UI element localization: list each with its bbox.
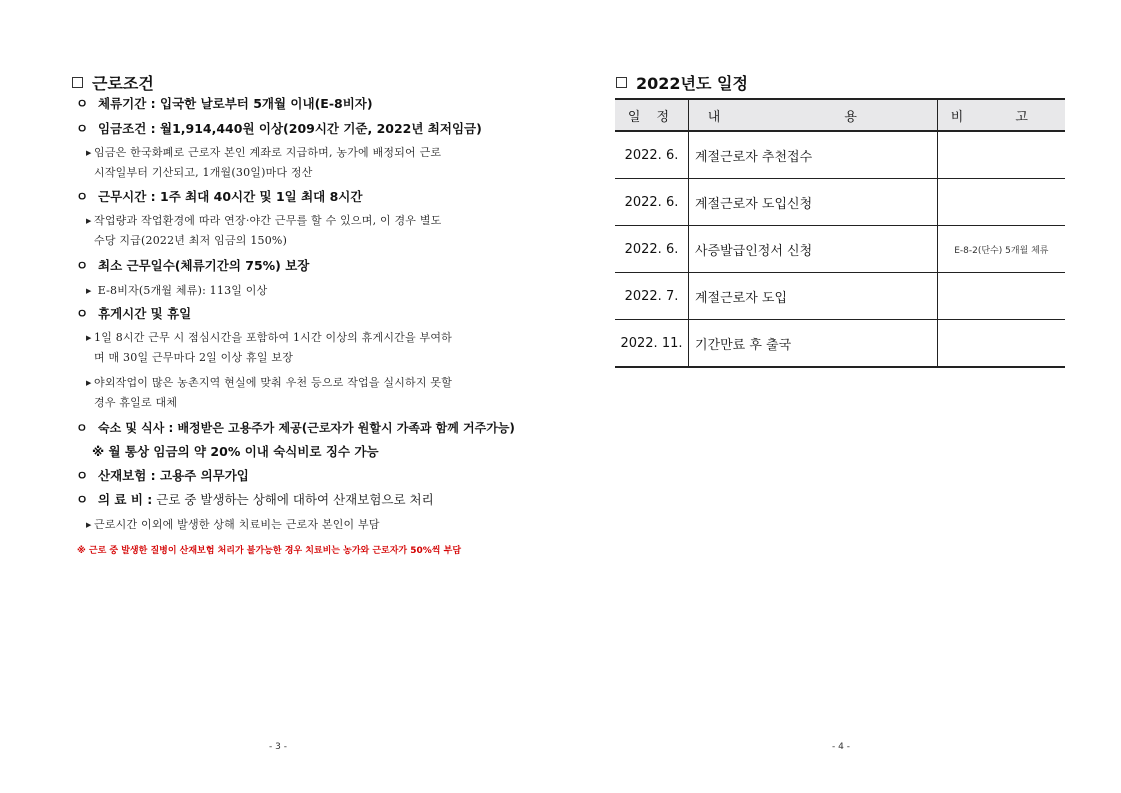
sub-medical: ▶ 근로시간 이외에 발생한 상해 치료비는 근로자 본인이 부담 [86,518,380,531]
sub-rest-1: ▶ 1일 8시간 근무 시 점심시간을 포함하여 1시간 이상의 휴게시간을 부여하 [86,331,452,344]
table-row [615,179,1065,226]
cell-note [937,131,1065,179]
sub-rest-4: 경우 휴일로 대체 [94,396,178,409]
circle-bullet-icon: ㅇ [76,468,89,483]
header-remarks: 비 고 [937,99,1065,131]
table-row [615,131,1065,179]
cell-date: 2022. 7. [615,273,688,320]
circle-bullet-icon: ㅇ [76,421,88,435]
item-min-workdays: ㅇ 최소 근무일수(체류기간의 75%) 보장 [76,258,310,273]
section-title-text: 2022년도 일정 [636,74,748,93]
cell-note: E-8-2(단수) 5개월 체류 [937,226,1065,273]
table-row [615,273,1065,320]
table-header-row [615,99,1065,131]
triangle-bullet-icon: ▶ [86,217,92,225]
checkbox-square-icon [72,77,83,88]
cell-content: 계절근로자 도입신청 [688,179,937,226]
item-medical-cost: ㅇ 의 료 비 : 근로 중 발생하는 상해에 대하여 산재보험으로 처리 [76,492,434,507]
circle-bullet-icon: ㅇ [76,492,89,507]
page-number-left: - 3 - [269,742,287,752]
sub-min-workdays: ▶ E-8비자(5개월 체류): 113일 이상 [86,284,268,297]
table-row [615,320,1065,368]
cell-content: 기간만료 후 출국 [688,320,937,368]
sub-wage-2: 시작일부터 기산되고, 1개월(30일)마다 정산 [94,166,313,179]
cell-date: 2022. 6. [615,131,688,179]
checkbox-square-icon [616,77,627,88]
item-wage: ㅇ 임금조건 : 월1,914,440원 이상(209시간 기준, 2022년 최저임금) [76,121,482,136]
cell-note [937,320,1065,368]
cell-content: 계절근로자 도입 [688,273,937,320]
sub-rest-2: 며 매 30일 근무마다 2일 이상 휴일 보장 [94,351,294,364]
item-rest-holidays: ㅇ 휴게시간 및 휴일 [76,306,192,321]
circle-bullet-icon: ㅇ [76,258,89,273]
item-working-hours: ㅇ 근무시간 : 1주 최대 40시간 및 1일 최대 8시간 [76,189,363,204]
triangle-bullet-icon: ▶ [86,379,92,387]
note-lodging-fee: ※ 월 통상 임금의 약 20% 이내 숙식비로 징수 가능 [92,444,379,459]
sub-hours-2: 수당 지급(2022년 최저 임금의 150%) [94,234,288,247]
sub-hours-1: ▶ 작업량과 작업환경에 따라 연장·야간 근무를 할 수 있으며, 이 경우 별도 [86,214,442,227]
sub-rest-3: ▶ 야외작업이 많은 농촌지역 현실에 맞춰 우천 등으로 작업을 실시하지 못할 [86,376,453,389]
cell-date: 2022. 6. [615,179,688,226]
circle-bullet-icon: ㅇ [76,96,89,111]
circle-bullet-icon: ㅇ [76,121,89,136]
triangle-bullet-icon: ▶ [86,287,92,295]
item-industrial-insurance: ㅇ 산재보험 : 고용주 의무가입 [76,468,249,483]
item-stay-period: ㅇ 체류기간 : 입국한 날로부터 5개월 이내(E-8비자) [76,96,373,111]
item-lodging-meals: ㅇ 숙소 및 식사 : 배정받은 고용주가 제공(근로자가 원할시 가족과 함께 거주가능) [76,421,515,435]
page-number-right: - 4 - [832,742,850,752]
header-schedule: 일 정 [615,99,688,131]
circle-bullet-icon: ㅇ [76,306,89,321]
red-footnote: ※ 근로 중 발생한 질병이 산재보험 처리가 불가능한 경우 치료비는 농가와 근로자가 50%씩 부담 [77,546,462,556]
section-title-text: 근로조건 [92,74,154,93]
cell-content: 사증발급인정서 신청 [688,226,937,273]
circle-bullet-icon: ㅇ [76,189,89,204]
section-title-schedule [616,71,748,94]
table-row [615,226,1065,273]
triangle-bullet-icon: ▶ [86,521,92,529]
sub-wage-1: ▶ 임금은 한국화폐로 근로자 본인 계좌로 지급하며, 농가에 배정되어 근로 [86,146,442,159]
cell-date: 2022. 11. [615,320,688,368]
right-page [560,0,1121,793]
cell-content: 계절근로자 추천접수 [688,131,937,179]
left-page [0,0,560,793]
cell-date: 2022. 6. [615,226,688,273]
triangle-bullet-icon: ▶ [86,334,92,342]
cell-note [937,179,1065,226]
cell-note [937,273,1065,320]
section-title-working-conditions [72,71,154,94]
triangle-bullet-icon: ▶ [86,149,92,157]
schedule-table [615,98,1065,368]
header-content: 내 용 [688,99,937,131]
